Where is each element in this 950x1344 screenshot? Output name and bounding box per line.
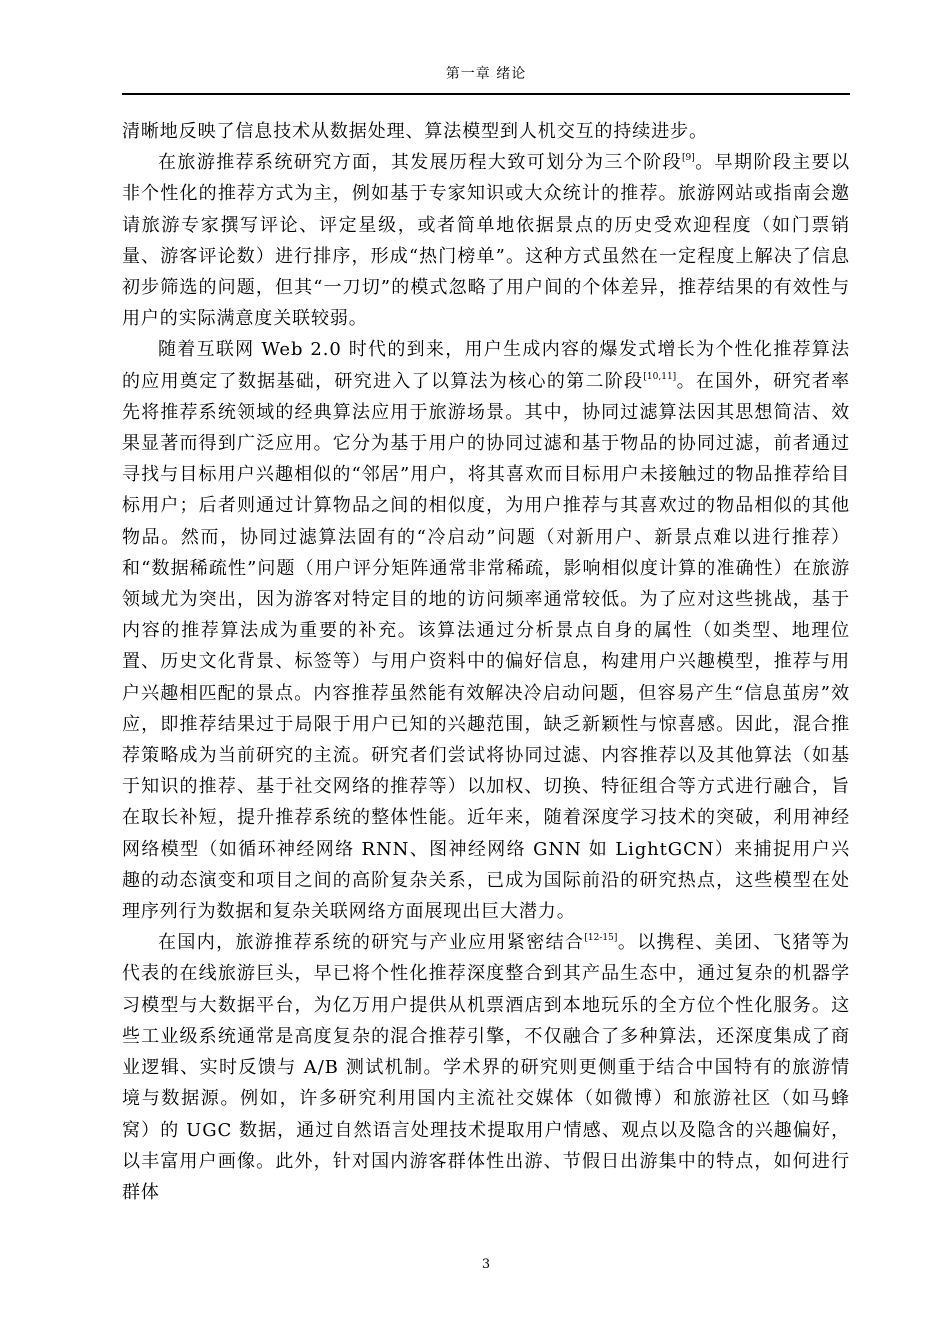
paragraph-text: 清晰地反映了信息技术从数据处理、算法模型到人机交互的持续进步。	[122, 121, 708, 142]
citation-superscript: [9]	[681, 153, 695, 164]
body-paragraph	[122, 116, 850, 147]
page-number: 3	[481, 1257, 491, 1272]
body-paragraph	[122, 927, 850, 1208]
paragraph-text: 。早期阶段主要以非个性化的推荐方式为主，例如基于专家知识或大众统计的推荐。旅游网站或指南会邀请旅游专家撰写评论、评定星级，或者简单地依据景点的历史受欢迎程度（如门票销量、游客评论数）进行排序，形成“热门榜单”。这种方式虽然在一定程度上解决了信息初步筛选的问题，但其“一刀切”的模式忽略了用户间的个体差异，推荐结果的有效性与用户的实际满意度关联较弱。	[122, 152, 850, 330]
citation-superscript: [12-15]	[584, 933, 618, 944]
paragraph-text: 随着互联网 Web 2.0 时代的到来，用户生成内容的爆发式增长为个性化推荐算法的应用奠定了数据基础，研究进入了以算法为核心的第二阶段	[122, 339, 850, 392]
running-header: 第一章 绪论	[445, 66, 527, 82]
paragraph-text: 在国内，旅游推荐系统的研究与产业应用紧密结合	[158, 932, 585, 954]
header-rule	[122, 93, 850, 95]
body-paragraph	[122, 147, 850, 334]
body-paragraph	[122, 334, 850, 927]
body-text	[122, 116, 850, 1208]
paragraph-text: 。在国外，研究者率先将推荐系统领域的经典算法应用于旅游场景。其中，协同过滤算法因其思想简洁、效果显著而得到广泛应用。它分为基于用户的协同过滤和基于物品的协同过滤，前者通过寻找与目标用户兴趣相似的“邻居”用户，将其喜欢而目标用户未接触过的物品推荐给目标用户；后者则通过计算物品之间的相似度，为用户推荐与其喜欢过的物品相似的其他物品。然而，协同过滤算法固有的“冷启动”问题（对新用户、新景点难以进行推荐）和“数据稀疏性”问题（用户评分矩阵通常非常稀疏，影响相似度计算的准确性）在旅游领域尤为突出，因为游客对特定目的地的访问频率通常较低。为了应对这些挑战，基于内容的推荐算法成为重要的补充。该算法通过分析景点自身的属性（如类型、地理位置、历史文化背景、标签等）与用户资料中的偏好信息，构建用户兴趣模型，推荐与用户兴趣相匹配的景点。内容推荐虽然能有效解决冷启动问题，但容易产生“信息茧房”效应，即推荐结果过于局限于用户已知的兴趣范围，缺乏新颖性与惊喜感。因此，混合推荐策略成为当前研究的主流。研究者们尝试将协同过滤、内容推荐以及其他算法（如基于知识的推荐、基于社交网络的推荐等）以加权、切换、特征组合等方式进行融合，旨在取长补短，提升推荐系统的整体性能。近年来，随着深度学习技术的突破，利用神经网络模型（如循环神经网络 RNN、图神经网络 GNN 如 LightGCN）来捕捉用户兴趣的动态演变和项目之间的高阶复杂关系，已成为国际前沿的研究热点，这些模型在处理序列行为数据和复杂关联网络方面展现出巨大潜力。	[122, 370, 850, 923]
paragraph-text: 。以携程、美团、飞猪等为代表的在线旅游巨头，早已将个性化推荐深度整合到其产品生态中，通过复杂的机器学习模型与大数据平台，为亿万用户提供从机票酒店到本地玩乐的全方位个性化服务。这些工业级系统通常是高度复杂的混合推荐引擎，不仅融合了多种算法，还深度集成了商业逻辑、实时反馈与 A/B 测试机制。学术界的研究则更侧重于结合中国特有的旅游情境与数据源。例如，许多研究利用国内主流社交媒体（如微博）和旅游社区（如马蜂窝）的 UGC 数据，通过自然语言处理技术提取用户情感、观点以及隐含的兴趣偏好，以丰富用户画像。此外，针对国内游客群体性出游、节假日出游集中的特点，如何进行群体	[122, 932, 850, 1203]
citation-superscript: [10,11]	[643, 371, 677, 382]
paragraph-text: 在旅游推荐系统研究方面，其发展历程大致可划分为三个阶段	[158, 152, 682, 174]
